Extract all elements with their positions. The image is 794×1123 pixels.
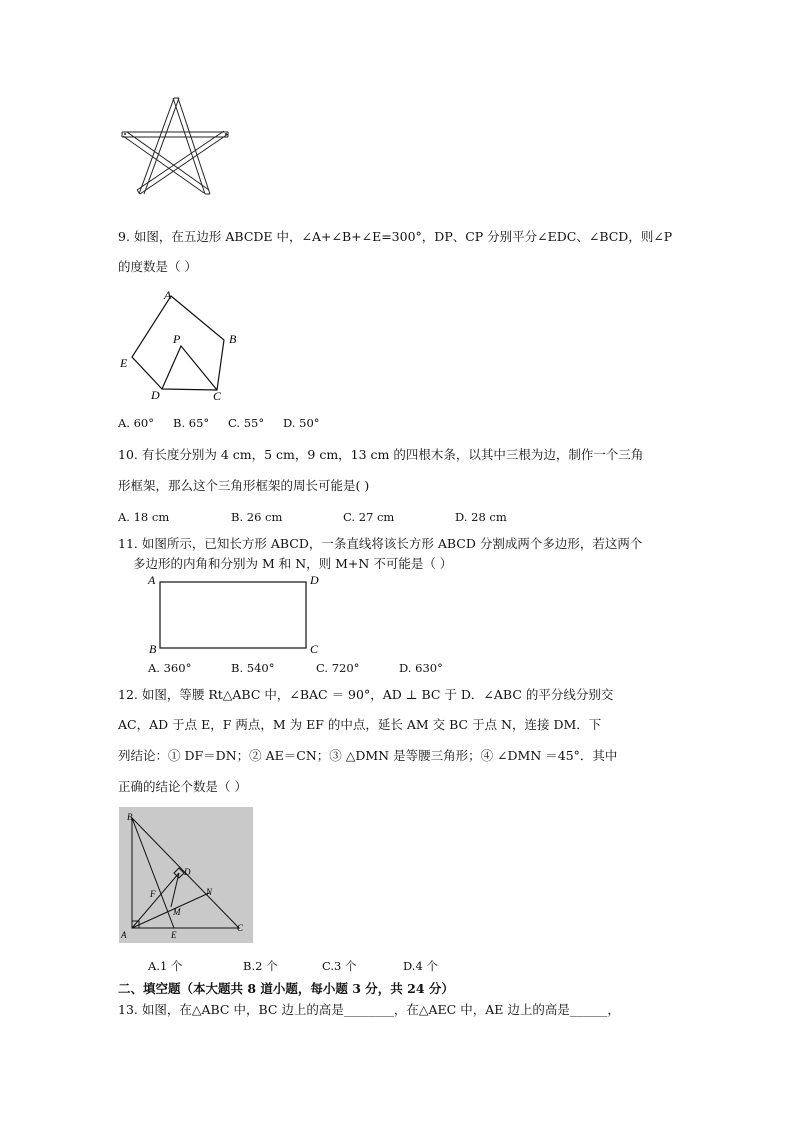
- q11-option-b[interactable]: B. 540°: [231, 661, 275, 675]
- q10-option-c[interactable]: C. 27 cm: [343, 510, 395, 524]
- q12-text-line1: 12. 如图，等腰 Rt△ABC 中，∠BAC ＝ 90°，AD ⊥ BC 于 D．∠ABC 的平分线分别交: [118, 687, 614, 702]
- q11-text-line2: 多边形的内角和分别为 M 和 N，则 M+N 不可能是（ ）: [133, 556, 453, 571]
- label-P: P: [173, 332, 181, 346]
- q10-option-a[interactable]: A. 18 cm: [118, 510, 170, 524]
- q10-option-d[interactable]: D. 28 cm: [455, 510, 507, 524]
- label-C: C: [237, 923, 244, 933]
- q9-option-c[interactable]: C. 55°: [228, 416, 265, 430]
- q9-option-b[interactable]: B. 65°: [173, 416, 210, 430]
- q12-option-b[interactable]: B.2 个: [243, 959, 278, 973]
- q12-option-d[interactable]: D.4 个: [403, 959, 438, 973]
- label-M: M: [173, 907, 181, 917]
- section-heading: 二、填空题（本大题共 8 道小题，每小题 3 分，共 24 分）: [118, 981, 454, 996]
- q12-text-line3: 列结论：① DF＝DN；② AE＝CN；③ △DMN 是等腰三角形；④ ∠DMN ＝45°．其中: [118, 748, 618, 763]
- label-C: C: [310, 642, 319, 656]
- q12-text-line4: 正确的结论个数是（ ）: [118, 779, 247, 794]
- q11-option-a[interactable]: A. 360°: [148, 661, 192, 675]
- q10-text-line2: 形框架，那么这个三角形框架的周长可能是( ): [118, 478, 370, 493]
- q9-text-line2: 的度数是（ ）: [118, 259, 197, 274]
- label-A: A: [164, 288, 172, 302]
- label-B: B: [229, 332, 237, 346]
- label-N: N: [206, 887, 213, 897]
- q10-option-b[interactable]: B. 26 cm: [231, 510, 283, 524]
- pentagon-figure: [115, 285, 250, 405]
- q12-option-a[interactable]: A.1 个: [148, 959, 183, 973]
- q11-text-line1: 11. 如图所示，已知长方形 ABCD，一条直线将该长方形 ABCD 分割成两个多边形，若这两个: [118, 536, 643, 551]
- q12-text-line2: AC，AD 于点 E，F 两点，M 为 EF 的中点，延长 AM 交 BC 于点 N，连接 DM．下: [118, 717, 602, 732]
- label-E: E: [171, 930, 177, 940]
- rectangle-figure: [146, 574, 326, 656]
- q11-option-d[interactable]: D. 630°: [399, 661, 443, 675]
- star-figure: [118, 94, 240, 200]
- q9-option-d[interactable]: D. 50°: [283, 416, 320, 430]
- q12-option-c[interactable]: C.3 个: [322, 959, 357, 973]
- q13-text-line1: 13. 如图，在△ABC 中，BC 边上的高是________，在△AEC 中，AE 边上的高是______，: [118, 1002, 620, 1017]
- label-D: D: [310, 574, 319, 587]
- q9-option-a[interactable]: A. 60°: [118, 416, 154, 430]
- label-C: C: [213, 389, 222, 403]
- label-F: F: [150, 889, 156, 899]
- triangle-figure: [119, 807, 253, 943]
- label-B: B: [127, 812, 133, 822]
- label-D: D: [151, 388, 160, 402]
- label-E: E: [120, 356, 128, 370]
- q10-text-line1: 10. 有长度分别为 4 cm，5 cm，9 cm，13 cm 的四根木条，以其中三根为边，制作一个三角: [118, 447, 644, 462]
- label-A: A: [148, 574, 156, 587]
- q11-option-c[interactable]: C. 720°: [316, 661, 360, 675]
- label-D: D: [184, 867, 191, 877]
- q9-text-line1: 9. 如图，在五边形 ABCDE 中，∠A+∠B+∠E=300°，DP、CP 分别平分∠EDC、∠BCD，则∠P: [118, 229, 673, 244]
- label-B: B: [149, 642, 157, 656]
- label-A: A: [121, 930, 127, 940]
